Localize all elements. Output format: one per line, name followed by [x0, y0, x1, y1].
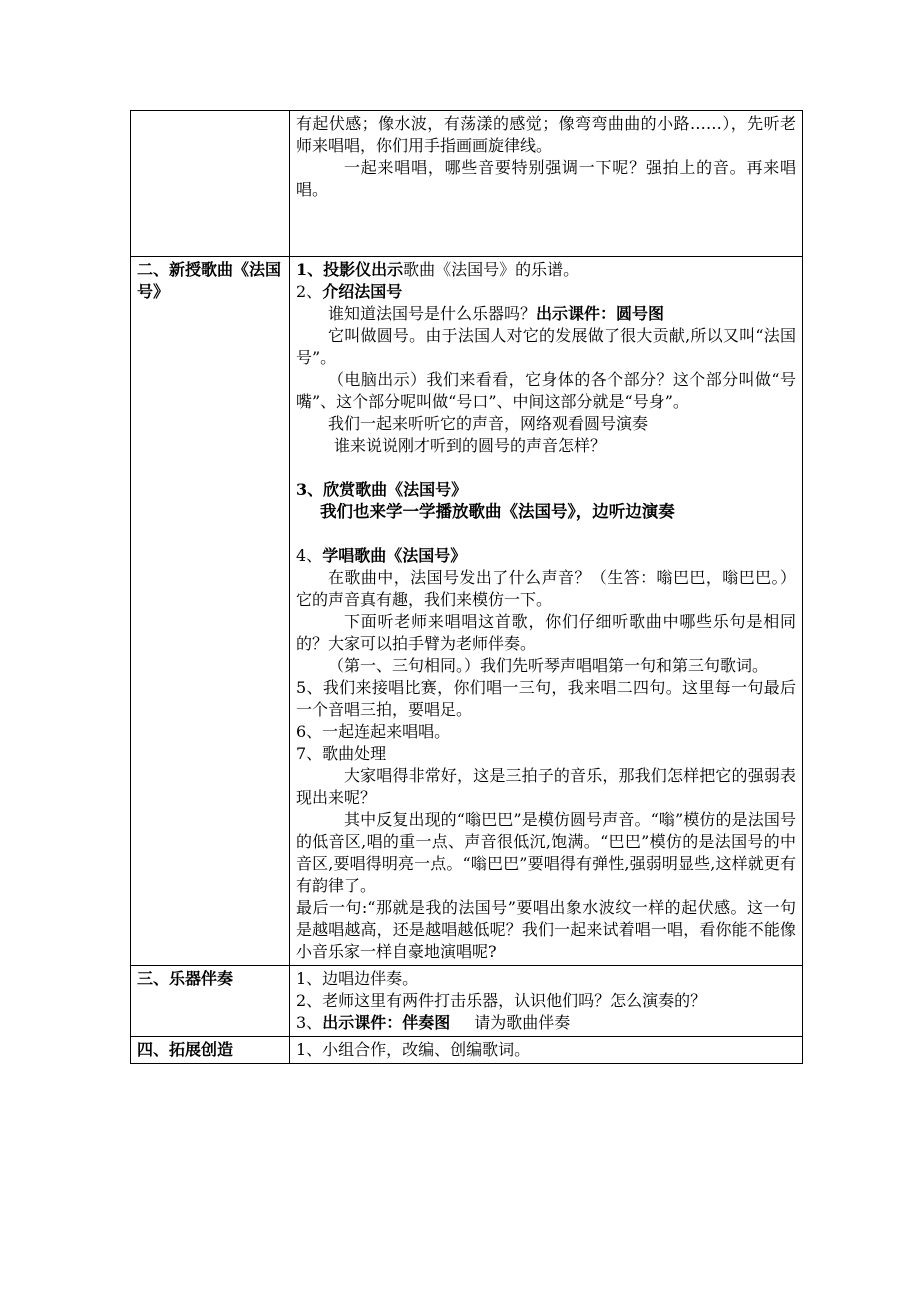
item-1-bold: 1、投影仪出示	[296, 260, 404, 279]
paragraph: 它叫做圆号。由于法国人对它的发展做了很大贡献,所以又叫“法国号”。	[296, 326, 796, 367]
item-4-prefix: 4、	[296, 546, 323, 565]
table-row	[131, 966, 803, 1037]
line-3-prefix: 3、	[296, 1013, 323, 1032]
content-cell-continued	[290, 111, 803, 257]
line-3-rest: 请为歌曲伴奏	[474, 1013, 571, 1032]
lesson-plan-table	[130, 110, 803, 1064]
spacer	[296, 457, 796, 479]
paragraph: 有起伏感；像水波，有荡漾的感觉；像弯弯曲曲的小路……），先听老师来唱唱，你们用手指画画旋律线。	[296, 114, 796, 155]
item-2-bold: 介绍法国号	[322, 282, 403, 301]
item-4	[296, 545, 796, 567]
paragraph: 下面听老师来唱唱这首歌，你们仔细听歌曲中哪些乐句是相同的？大家可以拍手臂为老师伴奏。	[296, 612, 796, 653]
section-title: 四、拓展创造	[131, 1037, 290, 1064]
table-row	[131, 1037, 803, 1064]
paragraph: 谁来说说刚才听到的圆号的声音怎样？	[334, 436, 607, 455]
question-1-text: 谁知道法国号是什么乐器吗？	[328, 304, 537, 323]
paragraph: 一起来唱唱，哪些音要特别强调一下呢？强拍上的音。再来唱唱。	[296, 158, 796, 199]
line-2: 2、老师这里有两件打击乐器，认识他们吗？怎么演奏的？	[296, 991, 707, 1010]
content-cell-accompaniment	[290, 966, 803, 1037]
question-1-bold: 出示课件：圆号图	[536, 304, 665, 323]
item-2-prefix: 2、	[296, 282, 323, 301]
paragraph: 大家唱得非常好，这是三拍子的音乐，那我们怎样把它的强弱表现出来呢？	[296, 766, 796, 807]
table-row	[131, 111, 803, 257]
item-4-bold: 学唱歌曲《法国号》	[322, 546, 467, 565]
paragraph: 最后一句:“那就是我的法国号”要唱出象水波纹一样的起伏感。这一句是越唱越高，还是越唱越低呢？我们一起来试着唱一唱，看你能不能像小音乐家一样自豪地演唱呢?	[296, 898, 796, 961]
paragraph: （第一、三句相同。）我们先听琴声唱唱第一句和第三句歌词。	[328, 656, 769, 675]
item-6: 6、一起连起来唱唱。	[296, 722, 451, 741]
question-1	[296, 303, 796, 325]
line-3-bold: 出示课件：伴奏图	[322, 1013, 451, 1032]
item-2	[296, 281, 796, 303]
item-3-sub: 我们也来学一学播放歌曲《法国号》，边听边演奏	[320, 502, 675, 521]
paragraph: （电脑出示）我们来看看，它身体的各个部分？这个部分叫做“号嘴”、这个部分呢叫做“号口”、中间这部分就是“号身”。	[296, 370, 796, 411]
section-title: 三、乐器伴奏	[131, 966, 290, 1037]
content-cell-new-song	[290, 257, 803, 966]
paragraph: 其中反复出现的“嗡巴巴”是模仿圆号声音。“嗡”模仿的是法国号的低音区,唱的重一点、声音很低沉,饱满。“巴巴”模仿的是法国号的中音区,要唱得明亮一点。“嗡巴巴”要唱得有弹性,强弱明显些,这样就更有有韵律了。	[296, 810, 796, 895]
item-3: 3、欣赏歌曲《法国号》	[296, 480, 468, 499]
line-3	[296, 1012, 796, 1034]
content-cell-extension	[290, 1037, 803, 1064]
section-cell-continued	[131, 111, 290, 257]
paragraph: 我们一起来听听它的声音，网络观看圆号演奏	[328, 414, 649, 433]
table-row	[131, 257, 803, 966]
spacer	[296, 523, 796, 545]
item-1-rest: 歌曲《法国号》的乐谱。	[403, 260, 580, 279]
item-7: 7、歌曲处理	[296, 744, 387, 763]
item-1	[296, 259, 796, 281]
line-1: 1、小组合作，改编、创编歌词。	[296, 1040, 531, 1059]
line-1: 1、边唱边伴奏。	[296, 969, 419, 988]
item-5: 5、我们来接唱比赛，你们唱一三句，我来唱二四句。这里每一句最后一个音唱三拍，要唱足。	[296, 678, 796, 719]
section-title: 二、新授歌曲《法国号》	[131, 257, 290, 966]
paragraph: 在歌曲中，法国号发出了什么声音？（生答：嗡巴巴，嗡巴巴。）它的声音真有趣，我们来模仿一下。	[296, 568, 796, 609]
